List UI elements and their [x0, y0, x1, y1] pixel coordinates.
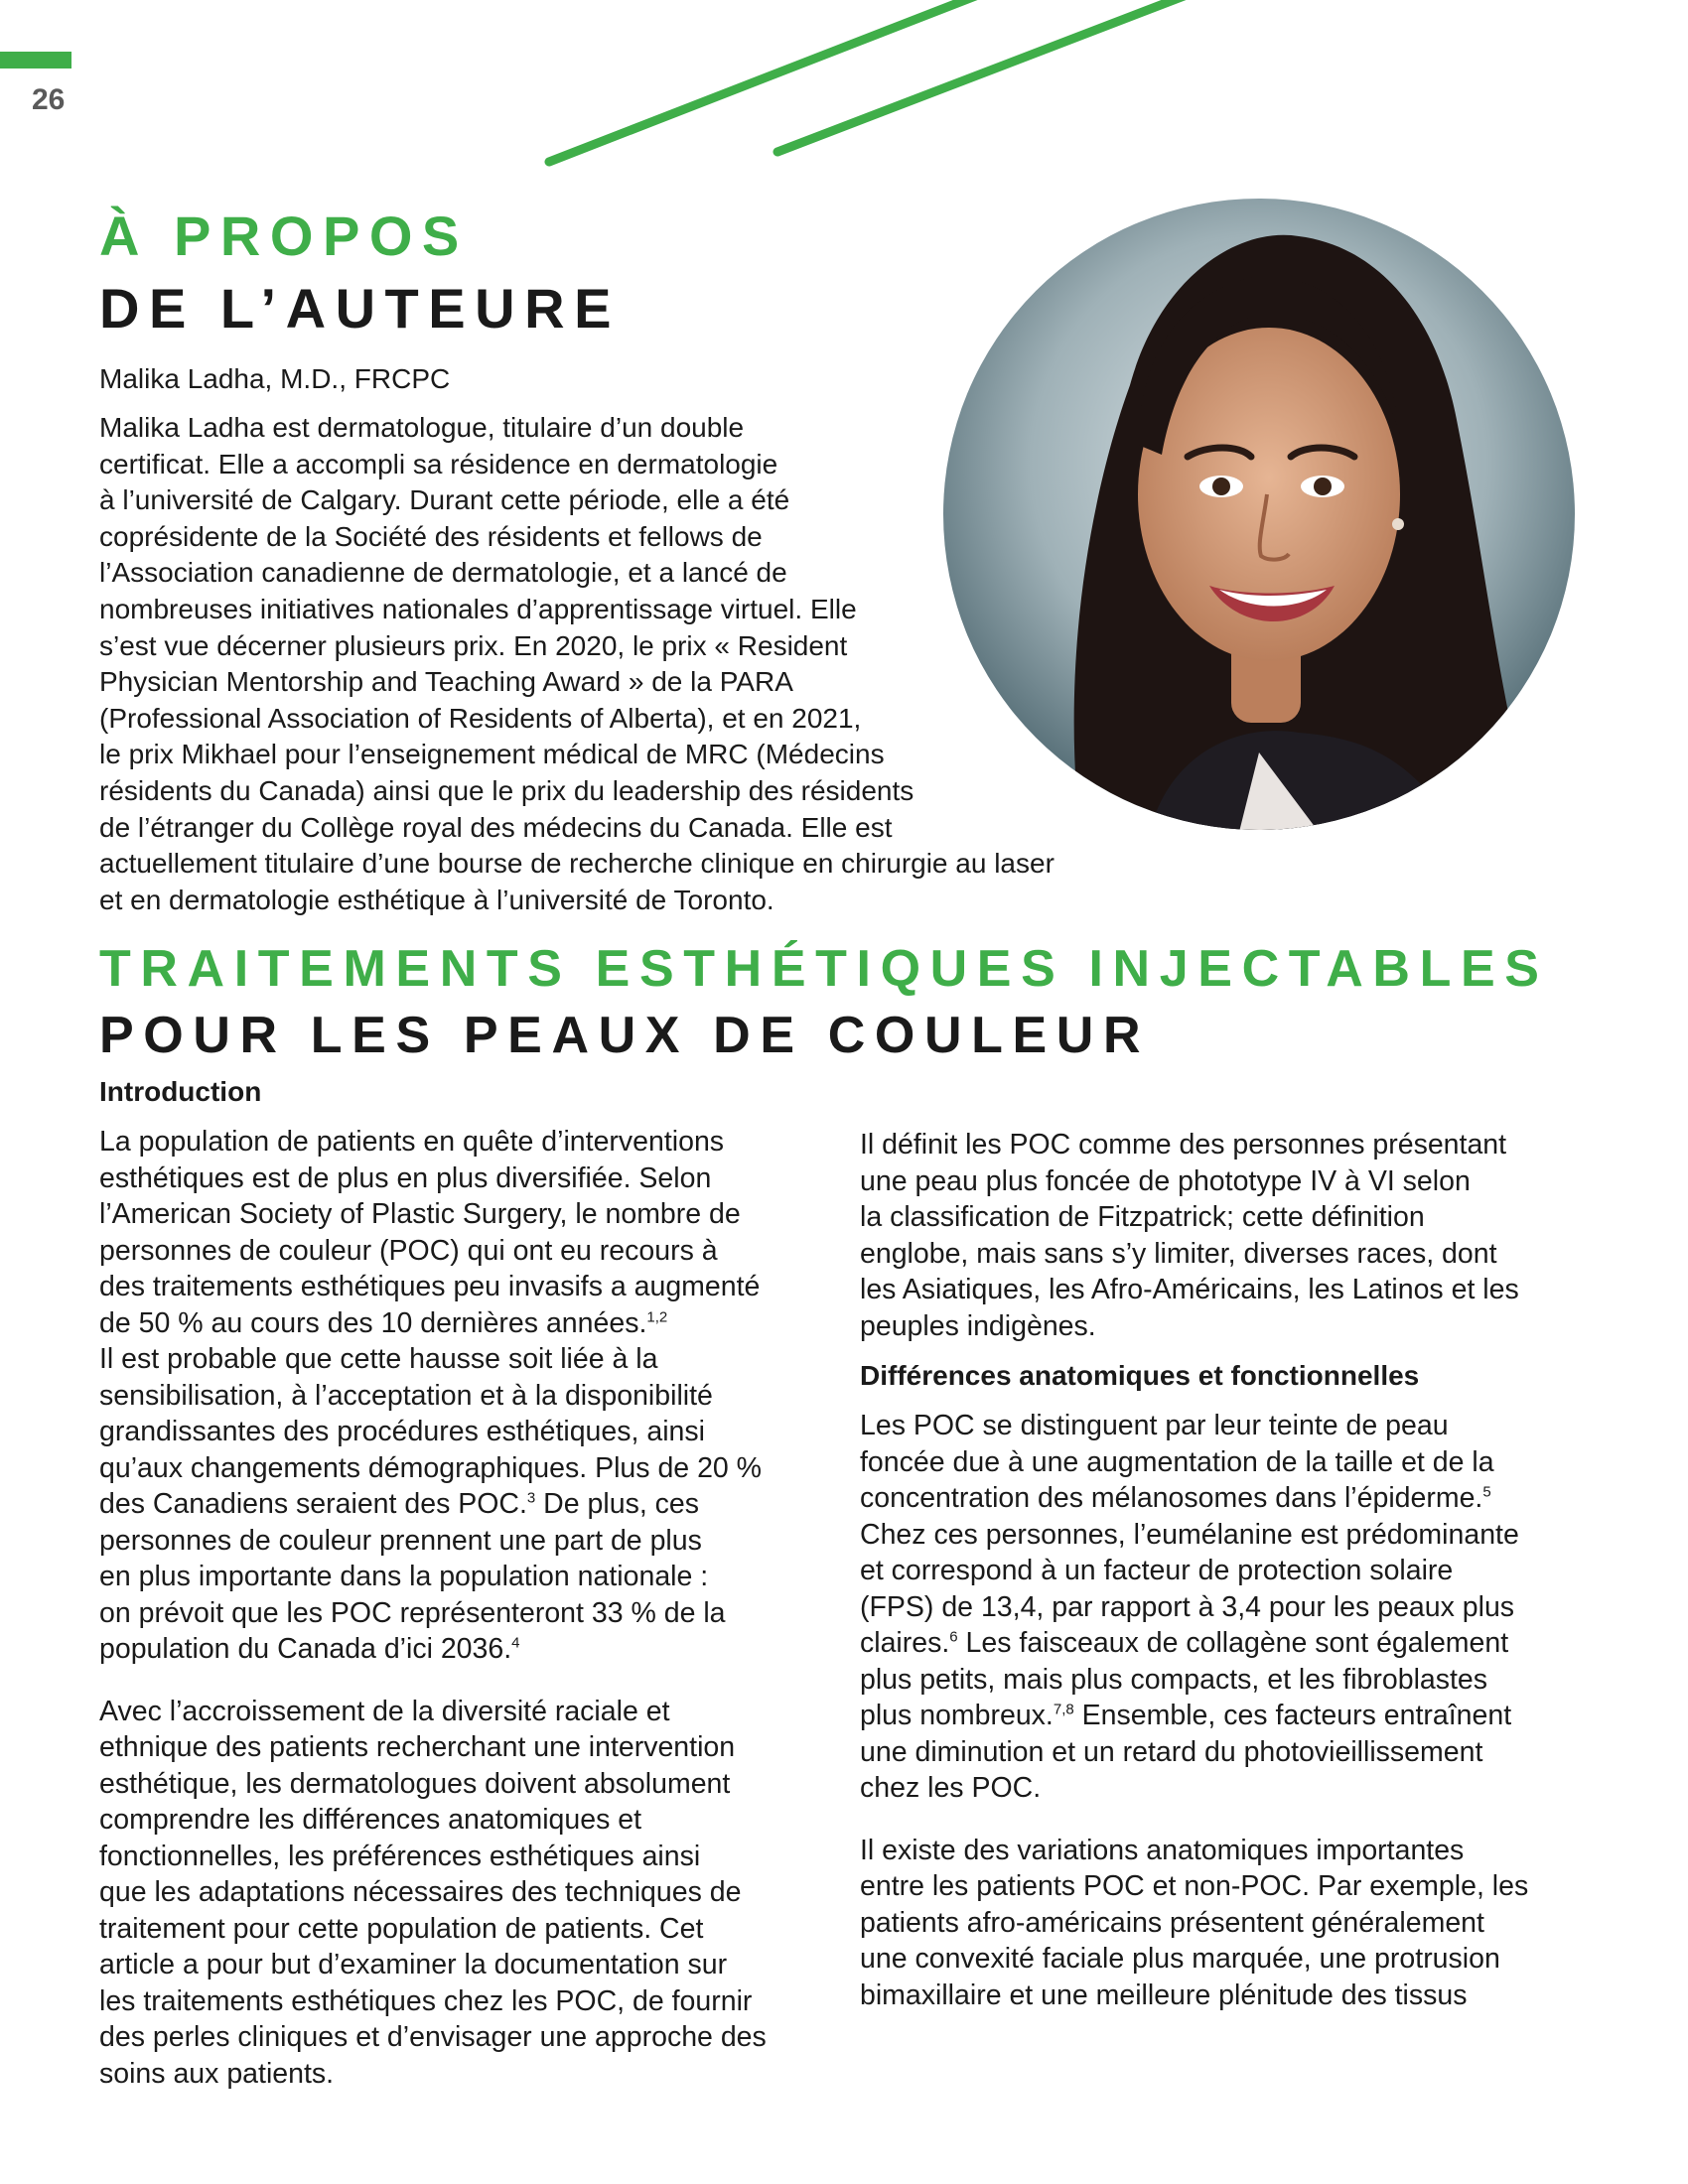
text-line: peuples indigènes. [860, 1309, 1096, 1342]
citation-superscript: 4 [511, 1634, 520, 1652]
bio-line: de l’étranger du Collège royal des médecins du Canada. Elle est [99, 811, 893, 843]
text-line: une diminution et un retard du photovieillissement [860, 1735, 1483, 1768]
intro-heading: Introduction [99, 1076, 262, 1107]
text-line: traitement pour cette population de patients. Cet [99, 1912, 704, 1945]
bio-line: nombreuses initiatives nationales d’apprentissage virtuel. Elle [99, 593, 857, 624]
bio-line: certificat. Elle a accompli sa résidence en dermatologie [99, 448, 778, 479]
text-fragment: concentration des mélanosomes dans l’épiderme. [860, 1482, 1483, 1514]
text-line [99, 1305, 854, 1342]
text-line: personnes de couleur (POC) qui ont eu recours à [99, 1234, 718, 1267]
text-line: soins aux patients. [99, 2057, 335, 2090]
slash-line-left [549, 0, 978, 162]
text-line: ethnique des patients recherchant une intervention [99, 1731, 736, 1763]
text-line [99, 1631, 854, 1668]
text-line: qu’aux changements démographiques. Plus de 20 % [99, 1451, 763, 1484]
bio-line: à l’université de Calgary. Durant cette période, elle a été [99, 484, 790, 516]
text-line: une convexité faciale plus marquée, une protrusion [860, 1943, 1500, 1975]
bio-line: Malika Ladha est dermatologue, titulaire d’un double [99, 412, 745, 443]
citation-superscript: 6 [949, 1628, 958, 1646]
text-line: comprendre les différences anatomiques et [99, 1804, 642, 1836]
bio-line: et en dermatologie esthétique à l’université de Toronto. [99, 884, 774, 915]
differences-paragraph-2 [860, 1833, 1595, 2014]
text-line: bimaxillaire et une meilleure plénitude des tissus [860, 1979, 1468, 2011]
text-line: Il existe des variations anatomiques importantes [860, 1834, 1465, 1866]
text-line: esthétiques est de plus en plus diversifiée. Selon [99, 1161, 712, 1194]
text-line: foncée due à une augmentation de la taille et de la [860, 1445, 1494, 1478]
text-line: la classification de Fitzpatrick; cette définition [860, 1201, 1425, 1233]
text-line [860, 1480, 1595, 1517]
text-line: et correspond à un facteur de protection solaire [860, 1555, 1454, 1586]
page-number: 26 [32, 83, 66, 116]
differences-paragraph-1 [860, 1408, 1595, 1807]
left-iris [1212, 478, 1230, 495]
text-line: personnes de couleur prennent une part de plus [99, 1524, 702, 1557]
bio-line: coprésidente de la Société des résidents et fellows de [99, 520, 763, 552]
text-line: article a pour but d’examiner la documentation sur [99, 1949, 728, 1980]
text-line: patients afro-américains présentent généralement [860, 1906, 1484, 1939]
text-line: l’American Society of Plastic Surgery, le nombre de [99, 1198, 741, 1230]
text-line: sensibilisation, à l’acceptation et à la disponibilité [99, 1379, 713, 1412]
article-title-dark: POUR LES PEAUX DE COULEUR [99, 1007, 1151, 1064]
author-name: Malika Ladha, M.D., FRCPC [99, 363, 451, 394]
article-right-column [860, 1127, 1595, 2039]
text-fragment: Les faisceaux de collagène sont également [957, 1627, 1509, 1659]
bio-line: actuellement titulaire d’une bourse de recherche clinique en chirurgie au laser [99, 848, 1055, 880]
text-line: Il définit les POC comme des personnes présentant [860, 1129, 1507, 1160]
text-fragment: plus nombreux. [860, 1700, 1054, 1731]
bio-line: s’est vue décerner plusieurs prix. En 2020, le prix « Resident [99, 629, 848, 661]
text-line: les traitements esthétiques chez les POC, de fournir [99, 1984, 753, 2017]
differences-heading: Différences anatomiques et fonctionnelles [860, 1360, 1420, 1391]
article-title-green: TRAITEMENTS ESTHÉTIQUES INJECTABLES [99, 940, 1549, 998]
text-line: en plus importante dans la population nationale : [99, 1561, 709, 1592]
text-line: une peau plus foncée de phototype IV à VI selon [860, 1164, 1471, 1197]
text-line: Les POC se distinguent par leur teinte de peau [860, 1410, 1449, 1441]
text-line: La population de patients en quête d’interventions [99, 1126, 725, 1158]
text-line [99, 1486, 854, 1523]
bio-line: Physician Mentorship and Teaching Award » de la PARA [99, 666, 793, 698]
text-line: (FPS) de 13,4, par rapport à 3,4 pour les peaux plus [860, 1590, 1515, 1623]
text-line: des perles cliniques et d’envisager une approche des [99, 2021, 767, 2053]
text-fragment: De plus, ces [535, 1488, 700, 1520]
bio-line: l’Association canadienne de dermatologie, et a lancé de [99, 557, 787, 589]
slash-line-right [777, 0, 1187, 152]
about-heading-green: À PROPOS [99, 205, 469, 267]
text-line: Avec l’accroissement de la diversité raciale et [99, 1695, 670, 1727]
text-fragment: de 50 % au cours des 10 dernières années. [99, 1306, 647, 1339]
text-line: que les adaptations nécessaires des techniques de [99, 1876, 742, 1908]
citation-superscript: 7,8 [1053, 1701, 1074, 1718]
earring [1392, 518, 1404, 530]
text-line: englobe, mais sans s’y limiter, diverses races, dont [860, 1237, 1497, 1270]
text-line: on prévoit que les POC représenteront 33 % de la [99, 1596, 726, 1629]
text-line: Chez ces personnes, l’eumélanine est prédominante [860, 1518, 1519, 1551]
text-fragment: population du Canada d’ici 2036. [99, 1633, 512, 1665]
article-left-column [99, 1074, 854, 2117]
text-fragment: Ensemble, ces facteurs entraînent [1073, 1700, 1512, 1731]
text-line: fonctionnelles, les préférences esthétiques ainsi [99, 1840, 701, 1872]
text-fragment: des Canadiens seraient des POC. [99, 1488, 527, 1520]
text-line: Il est probable que cette hausse soit liée à la [99, 1343, 658, 1375]
bio-line: (Professional Association of Residents of Alberta), et en 2021, [99, 702, 862, 734]
citation-superscript: 5 [1482, 1483, 1491, 1501]
citation-superscript: 3 [526, 1489, 536, 1507]
text-line: plus petits, mais plus compacts, et les fibroblastes [860, 1663, 1488, 1696]
intro-paragraph-2 [99, 1694, 854, 2093]
text-line [860, 1625, 1595, 1662]
intro-paragraph-1 [99, 1124, 854, 1668]
about-heading-dark: DE L’AUTEURE [99, 277, 621, 340]
text-line: entre les patients POC et non-POC. Par exemple, les [860, 1870, 1529, 1902]
bio-line: résidents du Canada) ainsi que le prix du leadership des résidents [99, 774, 914, 806]
right-iris [1314, 478, 1332, 495]
text-line: les Asiatiques, les Afro-Américains, les Latinos et les [860, 1274, 1519, 1305]
bio-line: le prix Mikhael pour l’enseignement médical de MRC (Médecins [99, 739, 885, 770]
text-line [860, 1698, 1595, 1734]
text-fragment: claires. [860, 1627, 950, 1659]
text-line: chez les POC. [860, 1772, 1042, 1804]
poc-definition-paragraph [860, 1127, 1595, 1344]
text-line: esthétique, les dermatologues doivent absolument [99, 1767, 731, 1800]
text-line: grandissantes des procédures esthétiques, ainsi [99, 1416, 705, 1447]
citation-superscript: 1,2 [646, 1308, 668, 1325]
text-line: des traitements esthétiques peu invasifs a augmenté [99, 1271, 761, 1302]
decorative-slashes [0, 0, 1688, 179]
author-portrait [941, 197, 1577, 832]
